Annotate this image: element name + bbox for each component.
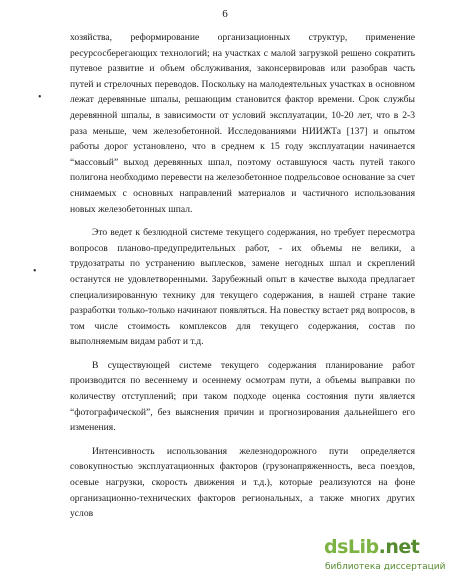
watermark-logo xyxy=(324,536,419,558)
watermark-logo-main: dsLib xyxy=(324,536,379,558)
page-number: 6 xyxy=(222,8,228,20)
watermark-subtitle: библиотека диссертаций xyxy=(325,562,446,572)
margin-mark: • xyxy=(38,92,42,103)
paragraph: хозяйства, реформирование организационных структур, применение ресурсосберегающих технологий; на участках с малой загрузкой решено сократить путевое развитие и объем обслуживания, законсервировав или разобрав часть путей и стрелочных переводов. Поскольку на малодеятельных участках в основном лежат деревянные шпалы, решающим становится фактор времени. Срок службы деревянной шпалы, в зависимости от условий эксплуатации, 10-20 лет, что в 2-3 раза меньше, чем железобетонной. Исследованиями НИИЖТа [137] и опытом работы дорог установлено, что в среднем к 15 году эксплуатации начинается “массовый” выход деревянных шпал, поэтому оставшуюся часть путей такого полигона необходимо перевести на железобетонное подрельсовое основание за счет снимаемых с основных направлений материалов и частичного использования новых железобетонных шпал. xyxy=(70,32,415,215)
site-watermark[interactable] xyxy=(324,536,444,578)
watermark-logo-suffix: .net xyxy=(378,536,420,558)
document-body xyxy=(70,30,415,522)
paragraph: В существующей системе текущего содержания планирование работ производится по весеннему и осеннему осмотрам пути, а объемы выправки по количеству отступлений; при таком подходе оценка состояния пути является “фотографической”, без выяснения причин и прогнозирования дальнейшего его изменения. xyxy=(70,359,415,434)
paragraph: Это ведет к безлюдной системе текущего содержания, но требует пересмотра вопросов планово-предупредительных работ, - их объемы не велики, а трудозатраты по устранению выплесков, замене негодных шпал и скреплений останутся не удовлетворенными. Зарубежный опыт в качестве выхода предлагает специализированную технику для текущего содержания, в нашей стране такие разработки только-только начинают появляться. На повестку встает ряд вопросов, в том числе стоимость комплексов для текущего содержания, состав по выполняемым видам работ и т.д. xyxy=(70,227,415,348)
margin-mark: • xyxy=(33,266,37,277)
paragraph: Интенсивность использования железнодорожного пути определяется совокупностью эксплуатационных факторов (грузонапряженность, веса поездов, осевые нагрузки, скорость движения и т.д.), которые реализуются на фоне организационно-технических факторов региональных, а также многих других услов xyxy=(70,445,415,520)
